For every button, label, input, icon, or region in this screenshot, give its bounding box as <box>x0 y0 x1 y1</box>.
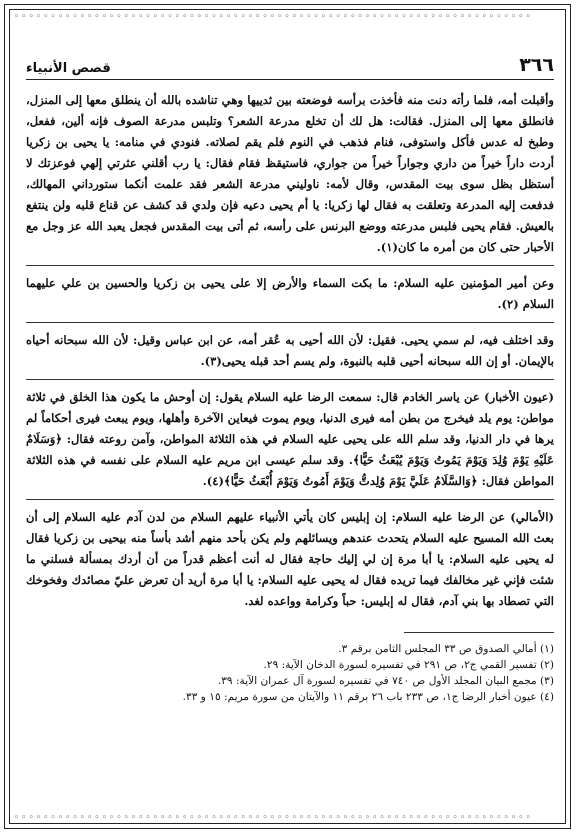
section-divider <box>26 379 554 380</box>
paragraph: (عيون الأخبار) عن ياسر الخادم قال: سمعت الرضا عليه السلام يقول: إن أوحش ما يكون هذا الخلق في ثلاثة مواطن: يوم يلد فيخرج من بطن أمه فيرى الدنيا، ويوم يموت فيعاين الآخرة وأهلها، ويوم يبعث فيرى أحكاماً لم يرها في دار الدنيا، وقد سلم الله على يحيى عليه السلام في هذه الثلاثة المواطن، وآمن روعته فقال: ﴿وَسَلَامٌ عَلَيْهِ يَوْمَ وُلِدَ وَيَوْمَ يَمُوتُ وَيَوْمَ يُبْعَثُ حَيًّا﴾. وقد سلم عيسى ابن مريم عليه السلام على نفسه في هذه الثلاثة المواطن فقال: ﴿وَالسَّلَامُ عَلَيَّ يَوْمَ وُلِدتُّ وَيَوْمَ أَمُوتُ وَيَوْمَ أُبْعَثُ حَيًّا﴾(٤). <box>26 390 554 488</box>
paragraph: وقد اختلف فيه، لم سمي يحيى. فقيل: لأن الله أحيى به عُقر أمه، عن ابن عباس وقيل: لأن الله سبحانه أحياه بالإيمان. أو إن الله سبحانه أحيى قلبه بالنبوة، ولم يسم أحد قبله يحيى(٣). <box>26 333 554 368</box>
running-title: قصص الأنبياء <box>26 61 111 76</box>
paragraph: (الأمالي) عن الرضا عليه السلام: إن إبليس كان يأتي الأنبياء عليهم السلام من لدن آدم عليه السلام إلى أن بعث الله المسيح عليه السلام يتحدث عندهم ويسائلهم ولم يكن بأحد منهم أشد بأساً منه بيحيى بن زكريا فقال له يحيى عليه السلام: يا أبا مرة إن لي إليك حاجة فقال له أنت أعظم قدراً من أن أردك بمسألة فسلني ما شئت فإني غير مخالفك فيما تريده فقال له يحيى عليه السلام: يا أبا مرة أريد أن تعرض عليّ مصائدك وفخوخك التي تصطاد بها بني آدم، فقال له إبليس: حباً وكرامة وواعده لغد. <box>26 510 554 608</box>
footnote: (٤) عيون أخبار الرضا ج١، ص ٢٣٣ باب ٢٦ برقم ١١ والآيتان من سورة مريم: ١٥ و ٣٣. <box>182 691 554 703</box>
section-divider <box>26 265 554 266</box>
page-number: ٣٦٦ <box>519 54 554 76</box>
section-divider <box>26 499 554 500</box>
border-ornament-bottom: ◦◦◦◦◦◦◦◦◦◦◦◦◦◦◦◦◦◦◦◦◦◦◦◦◦◦◦◦◦◦◦◦◦◦◦◦◦◦◦◦◦◦◦◦◦◦◦◦◦◦◦◦◦◦◦◦◦◦◦◦◦◦◦◦◦◦◦◦◦◦◦ <box>14 813 533 823</box>
paragraph: وعن أمير المؤمنين عليه السلام: ما بكت السماء والأرض إلا على يحيى بن زكريا والحسين بن علي عليهما السلام (٢). <box>26 276 554 311</box>
section-divider <box>26 322 554 323</box>
page-header <box>26 50 554 80</box>
footnote: (٣) مجمع البيان المجلد الأول ص ٧٤٠ في تفسيره لسورة آل عمران الآية: ٣٩. <box>217 675 554 687</box>
footnotes <box>26 641 554 705</box>
border-ornament-top: ◦◦◦◦◦◦◦◦◦◦◦◦◦◦◦◦◦◦◦◦◦◦◦◦◦◦◦◦◦◦◦◦◦◦◦◦◦◦◦◦◦◦◦◦◦◦◦◦◦◦◦◦◦◦◦◦◦◦◦◦◦◦◦◦◦◦◦◦◦◦◦ <box>14 12 533 22</box>
paragraph: وأقبلت أمه، فلما رأته دنت منه فأخذت برأسه فوضعته بين ثدييها وهي تناشده بالله أن ينطلق معها إلى المنزل، فانطلق معها إلى المنزل. فقالت: هل لك أن تخلع مدرعة الشعر؟ وتلبس مدرعة الصوف فإنه ألين، ففعل، وطبخ له عدس فأكل واستوفى، فنام فذهب في النوم فلم يقم لصلاته. فنودي في منامه: يا يحيى بن زكريا أردت داراً خيراً من داري وجواراً خيراً من جواري، فاستيقظ فقام فقال: يا رب أقلني عثرتي إلهي فوعزتك لا أستظل بظل سوى بيت المقدس، وقال لأمه: ناوليني مدرعة الشعر فقد علمت أنكما ستورداني المهالك، فدفعت إليه المدرعة وتعلقت به فقال لها زكريا: يا أم يحيى دعيه فإن ولدي قد كشف عن قناع قلبه ولن ينتفع بالعيش. فقام يحيى فلبس مدرعته ووضع البرنس على رأسه، ثم أتى بيت المقدس فجعل يعبد الله عز وجل مع الأحبار حتى كان من أمره ما كان(١). <box>26 93 554 254</box>
page <box>26 50 554 810</box>
footnote-rule <box>404 632 554 633</box>
footnote: (١) أمالي الصدوق ص ٣٣ المجلس الثامن برقم ٣. <box>338 643 554 655</box>
footnote: (٢) تفسير القمي ج٢، ص ٢٩١ في تفسيره لسورة الدخان الآية: ٢٩. <box>263 659 554 671</box>
page-body <box>26 90 554 612</box>
